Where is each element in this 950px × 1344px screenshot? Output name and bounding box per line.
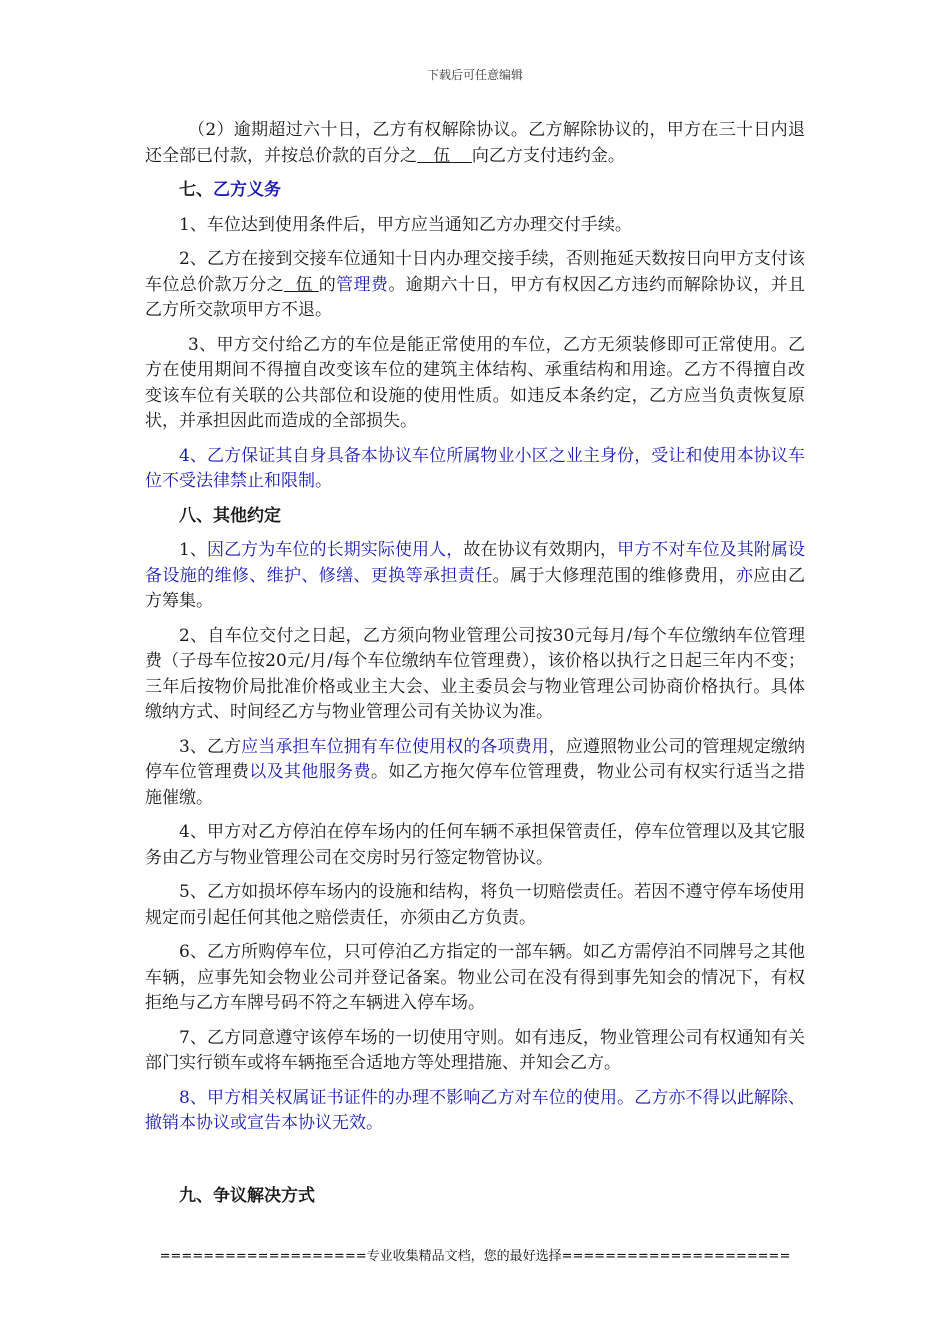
clause-text: （2）逾期超过六十日，乙方有权解除协议。乙方解除协议的，甲方在三十日内退还全部已付款，并按总价款的百分之: [145, 120, 805, 166]
clause-8-4: 4、甲方对乙方停泊在停车场内的任何车辆不承担保管责任，停车位管理以及其它服务由乙方与物业管理公司在交房时另行签定物管协议。: [145, 822, 805, 868]
penalty-rate-blank: 伍: [417, 145, 472, 166]
clause-8-5: 5、乙方如损坏停车场内的设施和结构，将负一切赔偿责任。若因不遵守停车场使用规定而引起任何其他之赔偿责任，亦须由乙方负责。: [145, 882, 805, 928]
clause-7-2: [145, 247, 805, 324]
clause-text: 2、乙方在接到交接车位通知十日内办理交接手续，否则拖延天数按日向甲方支付该车位总价款万分之: [145, 249, 805, 295]
clause-8-6: 6、乙方所购停车位，只可停泊乙方指定的一部车辆。如乙方需停泊不同牌号之其他车辆，应事先知会物业公司并登记备案。物业公司在没有得到事先知会的情况下，有权拒绝与乙方车牌号码不符之车辆进入停车场。: [145, 942, 805, 1013]
clause-text: 1、: [179, 540, 207, 560]
clause-text: 故在协议有效期内，: [463, 540, 618, 560]
highlighted-text: 因乙方为车位的长期实际使用人，: [207, 540, 464, 560]
clause-8-1: [145, 538, 805, 615]
fee-rate-blank: 伍: [284, 274, 319, 295]
section-number: 七、: [179, 180, 213, 200]
highlighted-text: 甲方不对车位及其附属设备设施的维修、维护、修缮、更换等承担责任: [145, 540, 806, 586]
clause-7-3: 3、甲方交付给乙方的车位是能正常使用的车位，乙方无须装修即可正常使用。乙方在使用期间不得擅自改变该车位的建筑主体结构、承重结构和用途。乙方不得擅自改变该车位有关联的公共部位和设施的使用性质。如违反本条约定，乙方应当负责恢复原状，并承担因此而造成的全部损失。: [145, 334, 805, 431]
clause-text: 。属于大修理范围的维修费用，: [492, 565, 736, 586]
spacer: [145, 1146, 805, 1184]
highlighted-text: 亦: [735, 565, 754, 586]
clause-text: 的: [318, 274, 337, 295]
highlighted-text: 应当承担车位拥有车位使用权的各项费用: [241, 736, 549, 757]
clause-text: 。如乙方拖欠停车位管理费，物业公司有权实行适当之措施催缴。: [145, 762, 806, 808]
clause-7-4: 4、乙方保证其自身具备本协议车位所属物业小区之业主身份，受让和使用本协议车位不受法律禁止和限制。: [145, 445, 805, 491]
section-7-heading: [145, 178, 805, 204]
clause-text: ，应遵照物业公司的管理规定缴纳停车位管理费: [145, 736, 805, 782]
clause-8-8: 8、甲方相关权属证书证件的办理不影响乙方对车位的使用。乙方亦不得以此解除、撤销本协议或宣告本协议无效。: [145, 1087, 805, 1133]
clause-8-3: [145, 735, 805, 812]
clause-text: 向乙方支付违约金。: [471, 145, 625, 166]
clause-7-1: 1、车位达到使用条件后，甲方应当通知乙方办理交付手续。: [179, 214, 632, 235]
clause-text: 。逾期六十日，甲方有权因乙方违约而解除协议，并且乙方所交款项甲方不退。: [145, 274, 806, 320]
document-body: [145, 118, 805, 1218]
clause-8-2: 2、自车位交付之日起，乙方须向物业管理公司按30元每月/每个车位缴纳车位管理费（子母车位按20元/月/每个车位缴纳车位管理费），该价格以执行之日起三年内不变；三年后按物价局批准价格或业主大会、业主委员会与物业管理公司协商价格执行。具体缴纳方式、时间经乙方与物业管理公司有关协议为准。: [145, 625, 805, 722]
section-9-heading: 九、争议解决方式: [179, 1185, 315, 1206]
clause-text: 应由乙方筹集。: [145, 565, 806, 611]
highlighted-text: 管理费: [336, 274, 389, 295]
clause-6-2: [145, 118, 805, 169]
highlighted-text: 以及其他服务费: [249, 762, 371, 782]
page-header: 下载后可任意编辑: [426, 68, 523, 82]
clause-8-7: 7、乙方同意遵守该停车场的一切使用守则。如有违反，物业管理公司有权通知有关部门实行锁车或将车辆拖至合适地方等处理措施、并知会乙方。: [145, 1027, 805, 1073]
section-8-heading: 八、其他约定: [179, 505, 281, 526]
section-title: 乙方义务: [213, 180, 281, 200]
clause-text: 3、乙方: [179, 736, 242, 757]
page-footer: ===================专业收集精品文档，您的最好选择=====================: [159, 1249, 791, 1264]
